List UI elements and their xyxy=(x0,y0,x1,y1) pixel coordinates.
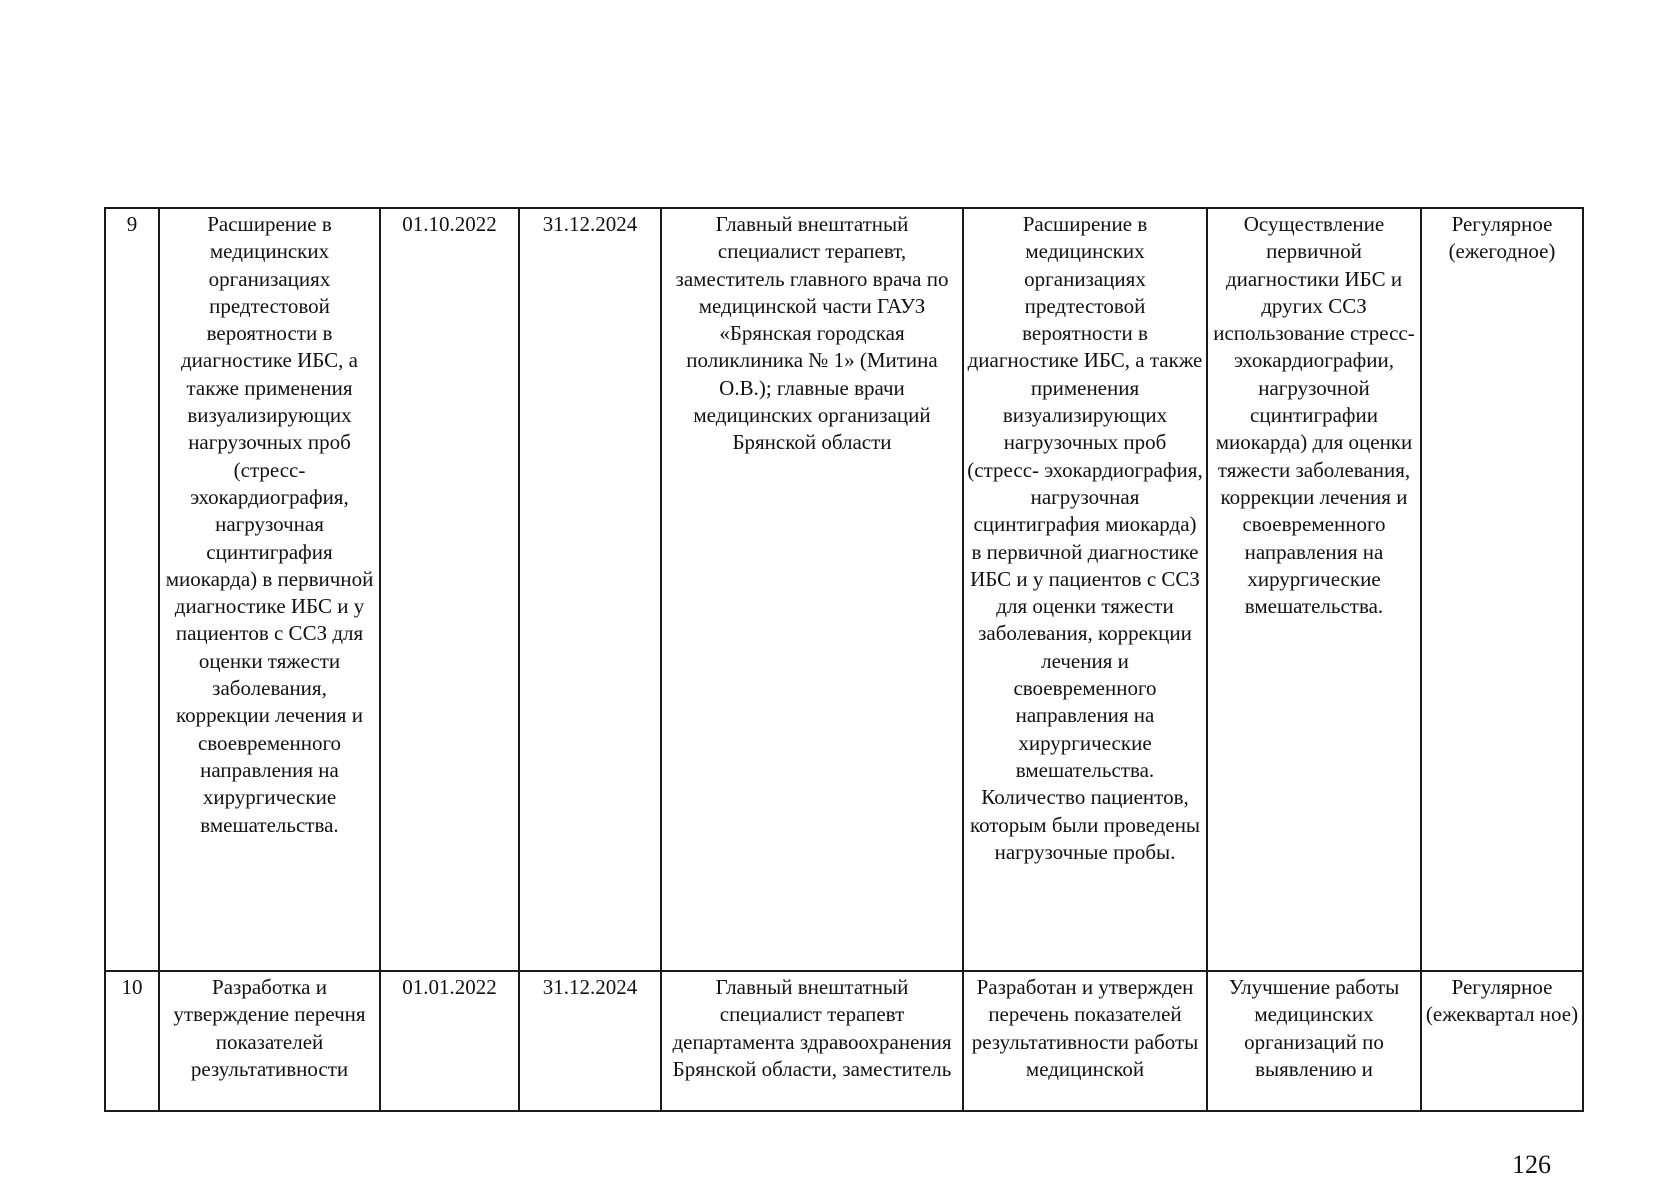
activity-cell: Разработка и утверждение перечня показателей результативности xyxy=(159,971,380,1111)
action-plan-table xyxy=(104,207,1584,1112)
responsible-cell: Главный внештатный специалист терапевт департамента здравоохранения Брянской области, заместитель xyxy=(661,971,963,1111)
result-cell: Расширение в медицинских организациях предтестовой вероятности в диагностике ИБС, а также применения визуализирующих нагрузочных проб (стресс- эхокардиография, нагрузочная сцинтиграфия миокарда) в первичной диагностике ИБС и у пациентов с ССЗ для оценки тяжести заболевания, коррекции лечения и своевременного направления на хирургические вмешательства. Количество пациентов, которым были проведены нагрузочные пробы. xyxy=(963,208,1207,971)
activity-cell: Расширение в медицинских организациях предтестовой вероятности в диагностике ИБС, а также применения визуализирующих нагрузочных проб (стресс- эхокардиография, нагрузочная сцинтиграфия миокарда) в первичной диагностике ИБС и у пациентов с ССЗ для оценки тяжести заболевания, коррекции лечения и своевременного направления на хирургические вмешательства. xyxy=(159,208,380,971)
result-cell: Разработан и утвержден перечень показателей результативности работы медицинской xyxy=(963,971,1207,1111)
row-number: 9 xyxy=(105,208,159,971)
start-date-cell: 01.01.2022 xyxy=(380,971,519,1111)
row-number: 10 xyxy=(105,971,159,1111)
characteristic-cell: Осуществление первичной диагностики ИБС и других ССЗ использование стресс- эхокардиографии, нагрузочной сцинтиграфии миокарда) для оценки тяжести заболевания, коррекции лечения и своевременного направления на хирургические вмешательства. xyxy=(1207,208,1421,971)
responsible-cell: Главный внештатный специалист терапевт, заместитель главного врача по медицинской части ГАУЗ «Брянская городская поликлиника № 1» (Митина О.В.); главные врачи медицинских организаций Брянской области xyxy=(661,208,963,971)
table-row xyxy=(105,971,1583,1111)
characteristic-cell: Улучшение работы медицинских организаций по выявлению и xyxy=(1207,971,1421,1111)
page-number: 126 xyxy=(1512,1150,1551,1179)
end-date-cell: 31.12.2024 xyxy=(519,208,661,971)
end-date-cell: 31.12.2024 xyxy=(519,971,661,1111)
table-row xyxy=(105,208,1583,971)
start-date-cell: 01.10.2022 xyxy=(380,208,519,971)
frequency-cell: Регулярное (ежегодное) xyxy=(1421,208,1583,971)
frequency-cell: Регулярное (ежеквартал ное) xyxy=(1421,971,1583,1111)
